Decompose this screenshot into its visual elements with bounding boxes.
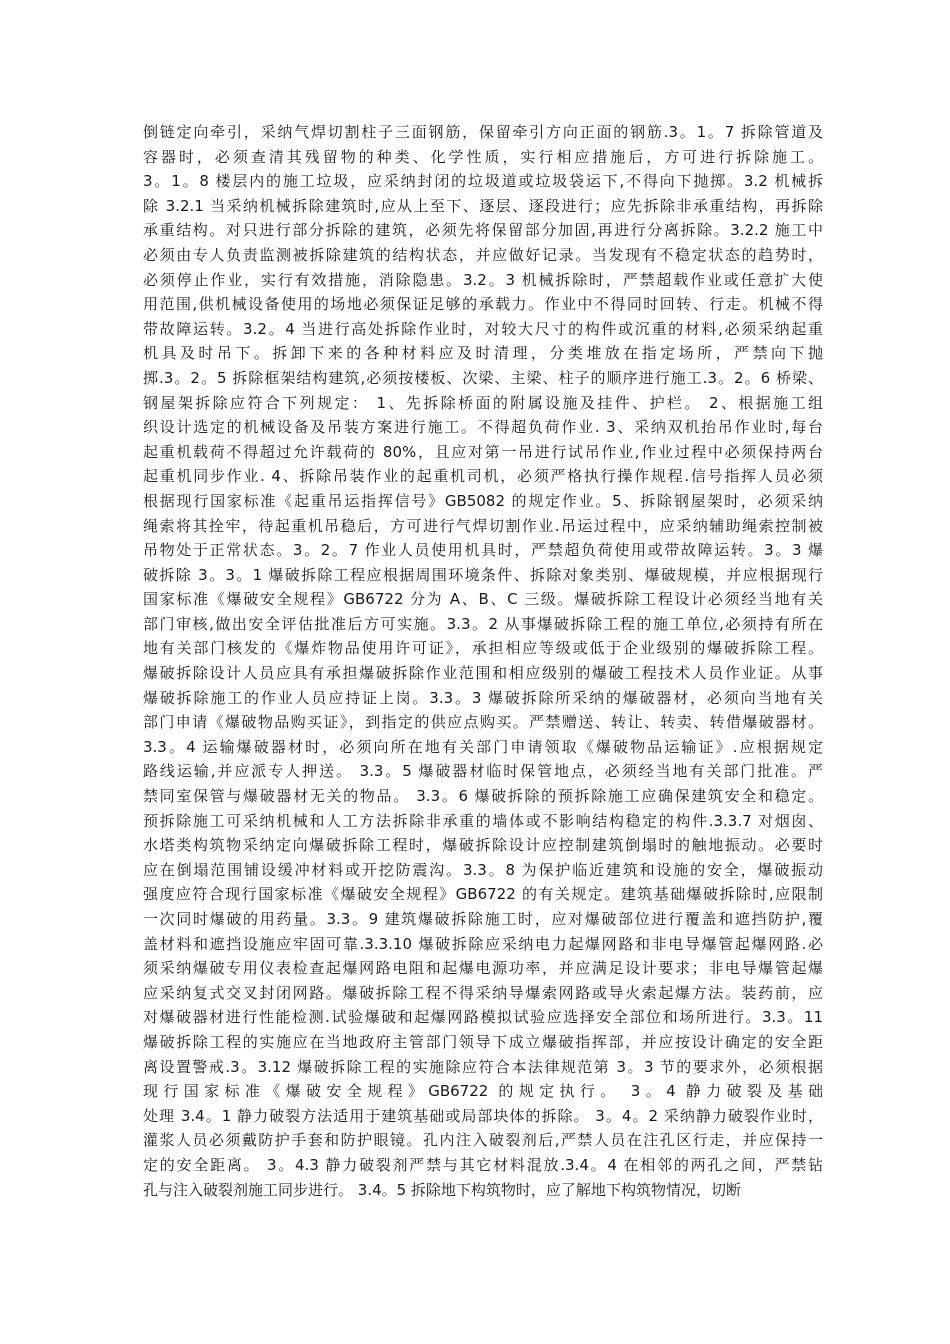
text-line: 3。1。8 楼层内的施工垃圾，应采纳封闭的垃圾道或垃圾袋运下,不得向下抛掷。3.2 机械拆 — [143, 172, 823, 191]
text-line: 承重结构。对只进行部分拆除的建筑，必须先将保留部分加固,再进行分离拆除。3.2.2 施工中 — [143, 221, 823, 240]
text-line: 用范围,供机械设备使用的场地必须保证足够的承载力。作业中不得同时回转、行走。机械不得 — [143, 295, 823, 314]
text-line: 国家标准《爆破安全规程》GB6722 分为 A、B、C 三级。爆破拆除工程设计必须经当地有关 — [143, 590, 823, 609]
text-line: 孔与注入破裂剂施工同步进行。 3.4。5 拆除地下构筑物时，应了解地下构筑物情况，切断 — [143, 1180, 741, 1199]
text-line: 一次同时爆破的用药量。3.3。9 建筑爆破拆除施工时，应对爆破部位进行覆盖和遮挡防护,覆 — [143, 910, 823, 928]
text-line: 容器时，必须查清其残留物的种类、化学性质，实行相应措施后，方可进行拆除施工。 — [143, 147, 823, 166]
body-text — [143, 120, 823, 1202]
text-line: 对爆破器材进行性能检测.试验爆破和起爆网路模拟试验应选择安全部位和场所进行。3.3。11 — [143, 1008, 823, 1027]
text-line: 倒链定向牵引，采纳气焊切割柱子三面钢筋，保留牵引方向正面的钢筋.3。1。7 拆除管道及 — [143, 123, 823, 141]
text-line: 定的安全距离。 3。4.3 静力破裂剂严禁与其它材料混放.3.4。4 在相邻的两孔之间，严禁钻 — [143, 1155, 823, 1174]
text-line: 部门审核,做出安全评估批准后方可实施。3.3。2 从事爆破拆除工程的施工单位,必须持有所在 — [143, 614, 823, 633]
text-line: 钢屋架拆除应符合下列规定： 1、先拆除桥面的附属设施及挂件、护栏。 2、根据施工组 — [143, 393, 823, 412]
text-line: 必须由专人负责监测被拆除建筑的结构状态，并应做好记录。当发现有不稳定状态的趋势时， — [143, 245, 823, 264]
text-line: 路线运输,并应派专人押送。 3.3。5 爆破器材临时保管地点，必须经当地有关部门批准。严 — [143, 762, 823, 781]
text-line: 离设置警戒.3。3.12 爆破拆除工程的实施除应符合本法律规范第 3。3 节的要求外，必须根据 — [143, 1057, 823, 1076]
text-line: 预拆除施工可采纳机械和人工方法拆除非承重的墙体或不影响结构稳定的构件.3.3.7 对烟囱、 — [143, 811, 823, 830]
text-line: 强度应符合现行国家标准《爆破安全规程》GB6722 的有关规定。建筑基础爆破拆除时,应限制 — [143, 885, 823, 904]
text-line: 水塔类构筑物采纳定向爆破拆除工程时，爆破拆除设计应控制建筑倒塌时的触地振动。必要时 — [143, 836, 823, 855]
text-line: 起重机载荷不得超过允许载荷的 80%，且应对第一吊进行试吊作业,作业过程中必须保持两台 — [143, 442, 823, 461]
text-line: 禁同室保管与爆破器材无关的物品。 3.3。6 爆破拆除的预拆除施工应确保建筑安全和稳定。 — [143, 787, 823, 806]
text-line: 爆破拆除施工的作业人员应持证上岗。3.3。3 爆破拆除所采纳的爆破器材，必须向当地有关 — [143, 688, 823, 707]
text-line: 掷.3。2。5 拆除框架结构建筑,必须按楼板、次梁、主梁、柱子的顺序进行施工.3。2。6 桥梁、 — [143, 368, 823, 387]
text-line: 起重机同步作业. 4、拆除吊装作业的起重机司机，必须严格执行操作规程.信号指挥人员必须 — [143, 467, 823, 486]
text-line: 须采纳爆破专用仪表检查起爆网路电阻和起爆电源功率，并应满足设计要求；非电导爆管起爆 — [143, 959, 823, 978]
text-line: 机具及时吊下。拆卸下来的各种材料应及时清理，分类堆放在指定场所，严禁向下抛 — [143, 344, 823, 363]
text-line: 灌浆人员必须戴防护手套和防护眼镜。孔内注入破裂剂后,严禁人员在注孔区行走，并应保持一 — [143, 1131, 823, 1150]
text-line: 带故障运转。3.2。4 当进行高处拆除作业时，对较大尺寸的构件或沉重的材料,必须采纳起重 — [143, 319, 823, 338]
text-line: 爆破拆除工程的实施应在当地政府主管部门领导下成立爆破指挥部，并应按设计确定的安全距 — [143, 1032, 823, 1051]
text-line: 处理 3.4。1 静力破裂方法适用于建筑基础或局部块体的拆除。 3。4。2 采纳静力破裂作业时， — [143, 1106, 823, 1125]
text-line: 爆破拆除设计人员应具有承担爆破拆除作业范围和相应级别的爆破工程技术人员作业证。从事 — [143, 664, 823, 683]
text-line: 吊物处于正常状态。3。2。7 作业人员使用机具时，严禁超负荷使用或带故障运转。3。3 爆 — [143, 541, 823, 560]
text-line: 根据现行国家标准《起重吊运指挥信号》GB5082 的规定作业。5、拆除钢屋架时，必须采纳 — [143, 491, 823, 510]
text-line: 应在倒塌范围铺设缓冲材料或开挖防震沟。3.3。8 为保护临近建筑和设施的安全，爆破振动 — [143, 860, 823, 879]
text-line: 部门申请《爆破物品购买证》，到指定的供应点购买。严禁赠送、转让、转卖、转借爆破器材。 — [143, 713, 823, 732]
text-line: 现行国家标准《爆破安全规程》GB6722 的规定执行。 3。4 静力破裂及基础 — [143, 1082, 823, 1101]
text-line: 盖材料和遮挡设施应牢固可靠.3.3.10 爆破拆除应采纳电力起爆网路和非电导爆管起爆网路.必 — [143, 934, 823, 953]
text-line: 绳索将其拴牢，待起重机吊稳后，方可进行气焊切割作业.吊运过程中，应采纳辅助绳索控制被 — [143, 516, 823, 535]
text-line: 3.3。4 运输爆破器材时，必须向所在地有关部门申请领取《爆破物品运输证》.应根据规定 — [143, 737, 823, 756]
text-line: 除 3.2.1 当采纳机械拆除建筑时,应从上至下、逐层、逐段进行；应先拆除非承重结构，再拆除 — [143, 196, 823, 215]
text-line: 应采纳复式交叉封闭网路。爆破拆除工程不得采纳导爆索网路或导火索起爆方法。装药前，应 — [143, 983, 823, 1002]
text-line: 破拆除 3。3。1 爆破拆除工程应根据周围环境条件、拆除对象类别、爆破规模，并应根据现行 — [143, 565, 823, 584]
text-line: 织设计选定的机械设备及吊装方案进行施工。不得超负荷作业. 3、采纳双机抬吊作业时,每台 — [143, 418, 823, 437]
text-line: 必须停止作业，实行有效措施，消除隐患。3.2。3 机械拆除时，严禁超载作业或任意扩大使 — [143, 270, 823, 289]
text-line: 地有关部门核发的《爆炸物品使用许可证》，承担相应等级或低于企业级别的爆破拆除工程。 — [143, 639, 823, 658]
